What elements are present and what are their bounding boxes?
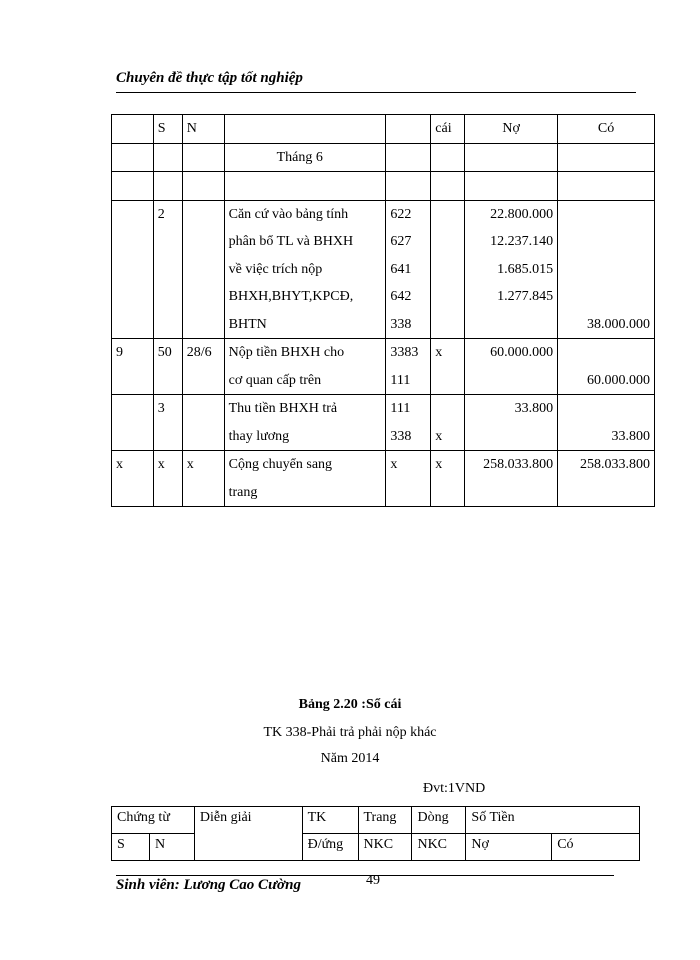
student-name: Sinh viên: Lương Cao Cường <box>116 877 301 893</box>
header-cell: cái <box>431 115 465 144</box>
month-label: Tháng 6 <box>224 143 386 172</box>
cell-date: x <box>182 451 224 507</box>
cell-description-line: BHTN <box>228 316 267 332</box>
cell-debit-line: 12.237.140 <box>490 234 554 249</box>
header-divider <box>116 92 636 93</box>
cell-account-line <box>390 479 426 507</box>
cell-debit-line: 1.685.015 <box>497 261 554 277</box>
cell-debit-line: 60.000.000 <box>490 345 554 360</box>
cell-account-line: 622 <box>390 206 412 222</box>
cell-debit-line: 1.277.845 <box>497 289 554 304</box>
cell-voucher-no: x <box>153 451 182 507</box>
header-cell: Có <box>558 115 655 144</box>
header-cell: S <box>153 115 182 144</box>
cell-account-line: 3383 <box>390 345 419 360</box>
header-dong: Dòng <box>412 807 466 834</box>
cell-description <box>224 451 386 507</box>
cell-page-line <box>435 367 460 395</box>
cell-debit-line <box>469 367 553 395</box>
header-trang: Trang <box>358 807 412 834</box>
blank-row <box>112 172 655 201</box>
ledger-subheader-row <box>112 834 640 861</box>
cell-page-line <box>435 201 460 229</box>
cell-debit <box>465 395 558 451</box>
cell-description-line: trang <box>228 484 258 500</box>
month-row <box>112 143 655 172</box>
ledger-title: Bảng 2.20 :Sổ cái <box>298 697 402 712</box>
header-dong-nkc: NKC <box>412 834 466 861</box>
header-cell: N <box>182 115 224 144</box>
cell-c1 <box>112 395 154 451</box>
cell-account <box>386 395 431 451</box>
cell-debit-line: 258.033.800 <box>483 457 554 472</box>
page-number: 49 <box>366 873 380 888</box>
cell-debit <box>465 451 558 507</box>
cell-page-line <box>435 256 460 284</box>
header-cell <box>224 115 386 144</box>
cell-page <box>431 395 465 451</box>
cell-credit-line <box>562 339 650 367</box>
cell-credit-line <box>562 395 650 423</box>
table-row <box>112 339 655 395</box>
document-header: Chuyên đề thực tập tốt nghiệp <box>116 70 303 86</box>
cell-account-line: 338 <box>390 428 412 444</box>
cell-account-line: 641 <box>390 261 412 277</box>
cell-page-line <box>435 311 460 339</box>
cell-credit-line: 60.000.000 <box>587 372 650 388</box>
cell-description-line: Nộp tiền BHXH cho <box>228 345 345 360</box>
header-cell <box>386 115 431 144</box>
cell-page-line <box>435 395 460 423</box>
cell-description-line: Thu tiền BHXH trả <box>228 401 338 416</box>
cell-account <box>386 451 431 507</box>
cell-description-line: Căn cứ vào bảng tính <box>228 206 349 222</box>
cell-account-line: 338 <box>390 316 412 332</box>
cell-description-line: phân bổ TL và BHXH <box>228 234 354 249</box>
cell-page-line <box>435 479 460 507</box>
cell-voucher-no: 3 <box>153 395 182 451</box>
cell-credit <box>558 339 655 395</box>
cell-credit-line <box>562 256 650 284</box>
cell-debit <box>465 339 558 395</box>
cell-date <box>182 395 224 451</box>
header-n: N <box>149 834 194 861</box>
cell-account-line: 111 <box>390 401 411 416</box>
header-tk: TK <box>302 807 358 834</box>
cell-page-line: x <box>435 428 443 444</box>
cell-page-line: x <box>435 345 443 360</box>
ledger-year: Năm 2014 <box>320 751 380 766</box>
cell-page <box>431 339 465 395</box>
footer-divider <box>116 875 614 876</box>
cell-page <box>431 200 465 339</box>
cell-debit-line <box>469 423 553 451</box>
cell-credit-line <box>562 283 650 311</box>
cell-c1: 9 <box>112 339 154 395</box>
header-so-tien: Số Tiền <box>466 807 640 834</box>
cell-description-line: thay lương <box>228 428 290 444</box>
table-row <box>112 451 655 507</box>
table-row <box>112 200 655 339</box>
cell-description <box>224 339 386 395</box>
cell-date: 28/6 <box>182 339 224 395</box>
cell-c1 <box>112 200 154 339</box>
table-header-row <box>112 115 655 144</box>
ledger-header-row <box>112 807 640 834</box>
ledger-table <box>111 806 640 861</box>
header-co: Có <box>552 834 640 861</box>
cell-account-line: x <box>390 457 398 472</box>
cell-page <box>431 451 465 507</box>
header-s: S <box>112 834 150 861</box>
cell-credit-line <box>562 479 650 507</box>
cell-debit-line: 33.800 <box>514 401 554 416</box>
cell-page-line <box>435 283 460 311</box>
header-no: Nợ <box>466 834 552 861</box>
ledger-account: TK 338-Phải trả phải nộp khác <box>263 725 437 740</box>
header-dien-giai: Diễn giải <box>194 807 302 861</box>
cell-credit <box>558 200 655 339</box>
journal-table <box>111 114 655 507</box>
cell-credit-line <box>562 201 650 229</box>
cell-description-line: Cộng chuyển sang <box>228 457 333 472</box>
cell-description <box>224 200 386 339</box>
cell-credit <box>558 395 655 451</box>
unit-label: Đvt:1VND <box>423 781 486 796</box>
header-chung-tu: Chứng từ <box>112 807 195 834</box>
cell-account-line: 627 <box>390 234 412 249</box>
cell-description-line: BHXH,BHYT,KPCĐ, <box>228 289 354 304</box>
cell-credit-line: 258.033.800 <box>580 457 650 472</box>
header-tk-dung: Đ/ứng <box>302 834 358 861</box>
cell-page-line: x <box>435 457 443 472</box>
cell-debit-line: 22.800.000 <box>490 206 554 222</box>
header-cell: Nợ <box>465 115 558 144</box>
cell-description-line: về việc trích nộp <box>228 261 323 277</box>
cell-account <box>386 339 431 395</box>
cell-c1: x <box>112 451 154 507</box>
cell-voucher-no: 2 <box>153 200 182 339</box>
header-trang-nkc: NKC <box>358 834 412 861</box>
cell-description-line: cơ quan cấp trên <box>228 372 322 388</box>
cell-debit-line <box>469 311 553 339</box>
cell-credit <box>558 451 655 507</box>
cell-credit-line: 33.800 <box>611 428 650 444</box>
cell-credit-line <box>562 228 650 256</box>
cell-page-line <box>435 228 460 256</box>
cell-debit <box>465 200 558 339</box>
table-row <box>112 395 655 451</box>
cell-account-line: 642 <box>390 289 412 304</box>
cell-description <box>224 395 386 451</box>
cell-voucher-no: 50 <box>153 339 182 395</box>
cell-account <box>386 200 431 339</box>
header-cell <box>112 115 154 144</box>
entries-body <box>112 200 655 507</box>
cell-account-line: 111 <box>390 372 411 388</box>
cell-debit-line <box>469 479 553 507</box>
cell-credit-line: 38.000.000 <box>587 316 650 332</box>
cell-date <box>182 200 224 339</box>
